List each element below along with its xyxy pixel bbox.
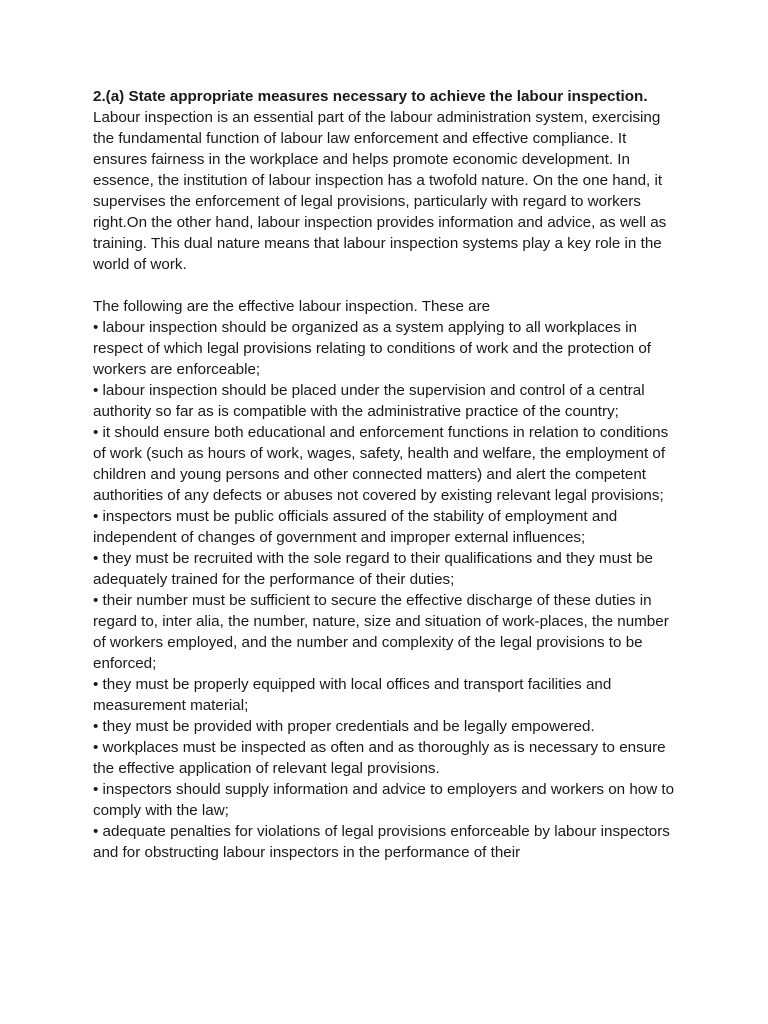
paragraph-spacer [93,275,681,296]
intro-paragraph: Labour inspection is an essential part of the labour administration system, exercising the fundamental function of labour law enforcement and effective compliance. It ensures fairness in the workplace and helps promote economic development. In essence, the institution of labour inspection has a twofold nature. On the one hand, it supervises the enforcement of legal provisions, particularly with regard to workers right.On the other hand, labour inspection provides information and advice, as well as training. This dual nature means that labour inspection systems play a key role in the world of work. [93,109,667,273]
bullet-item-2: • labour inspection should be placed under the supervision and control of a central authority so far as is compatible with the administrative practice of the country; [93,382,645,420]
bullet-item-10: • inspectors should supply information and advice to employers and workers on how to comply with the law; [93,781,675,819]
bullet-item-4: • inspectors must be public officials assured of the stability of employment and independent of changes of government and improper external influences; [93,508,618,546]
document-body [93,86,681,863]
bullet-item-11: • adequate penalties for violations of legal provisions enforceable by labour inspectors and for obstructing labour inspectors in the performance of their [93,823,670,861]
bullet-item-9: • workplaces must be inspected as often and as thoroughly as is necessary to ensure the effective application of relevant legal provisions. [93,739,666,777]
bullet-item-1: • labour inspection should be organized as a system applying to all workplaces in respect of which legal provisions relating to conditions of work and the protection of workers are enforceable; [93,319,652,378]
bullet-item-3: • it should ensure both educational and enforcement functions in relation to conditions of work (such as hours of work, wages, safety, health and welfare, the employment of children and young persons and other connected matters) and alert the competent authorities of any defects or abuses not covered by existing relevant legal provisions; [93,424,669,504]
bullet-item-6: • their number must be sufficient to secure the effective discharge of these duties in regard to, inter alia, the number, nature, size and situation of work-places, the number of workers employed, and the number and complexity of the legal provisions to be enforced; [93,592,669,672]
list-intro: The following are the effective labour inspection. These are [93,298,491,315]
bullet-item-7: • they must be properly equipped with local offices and transport facilities and measurement material; [93,676,612,714]
bullet-item-5: • they must be recruited with the sole regard to their qualifications and they must be adequately trained for the performance of their duties; [93,550,653,588]
bullet-item-8: • they must be provided with proper credentials and be legally empowered. [93,718,595,735]
question-heading: 2.(a) State appropriate measures necessary to achieve the labour inspection. [93,88,648,105]
